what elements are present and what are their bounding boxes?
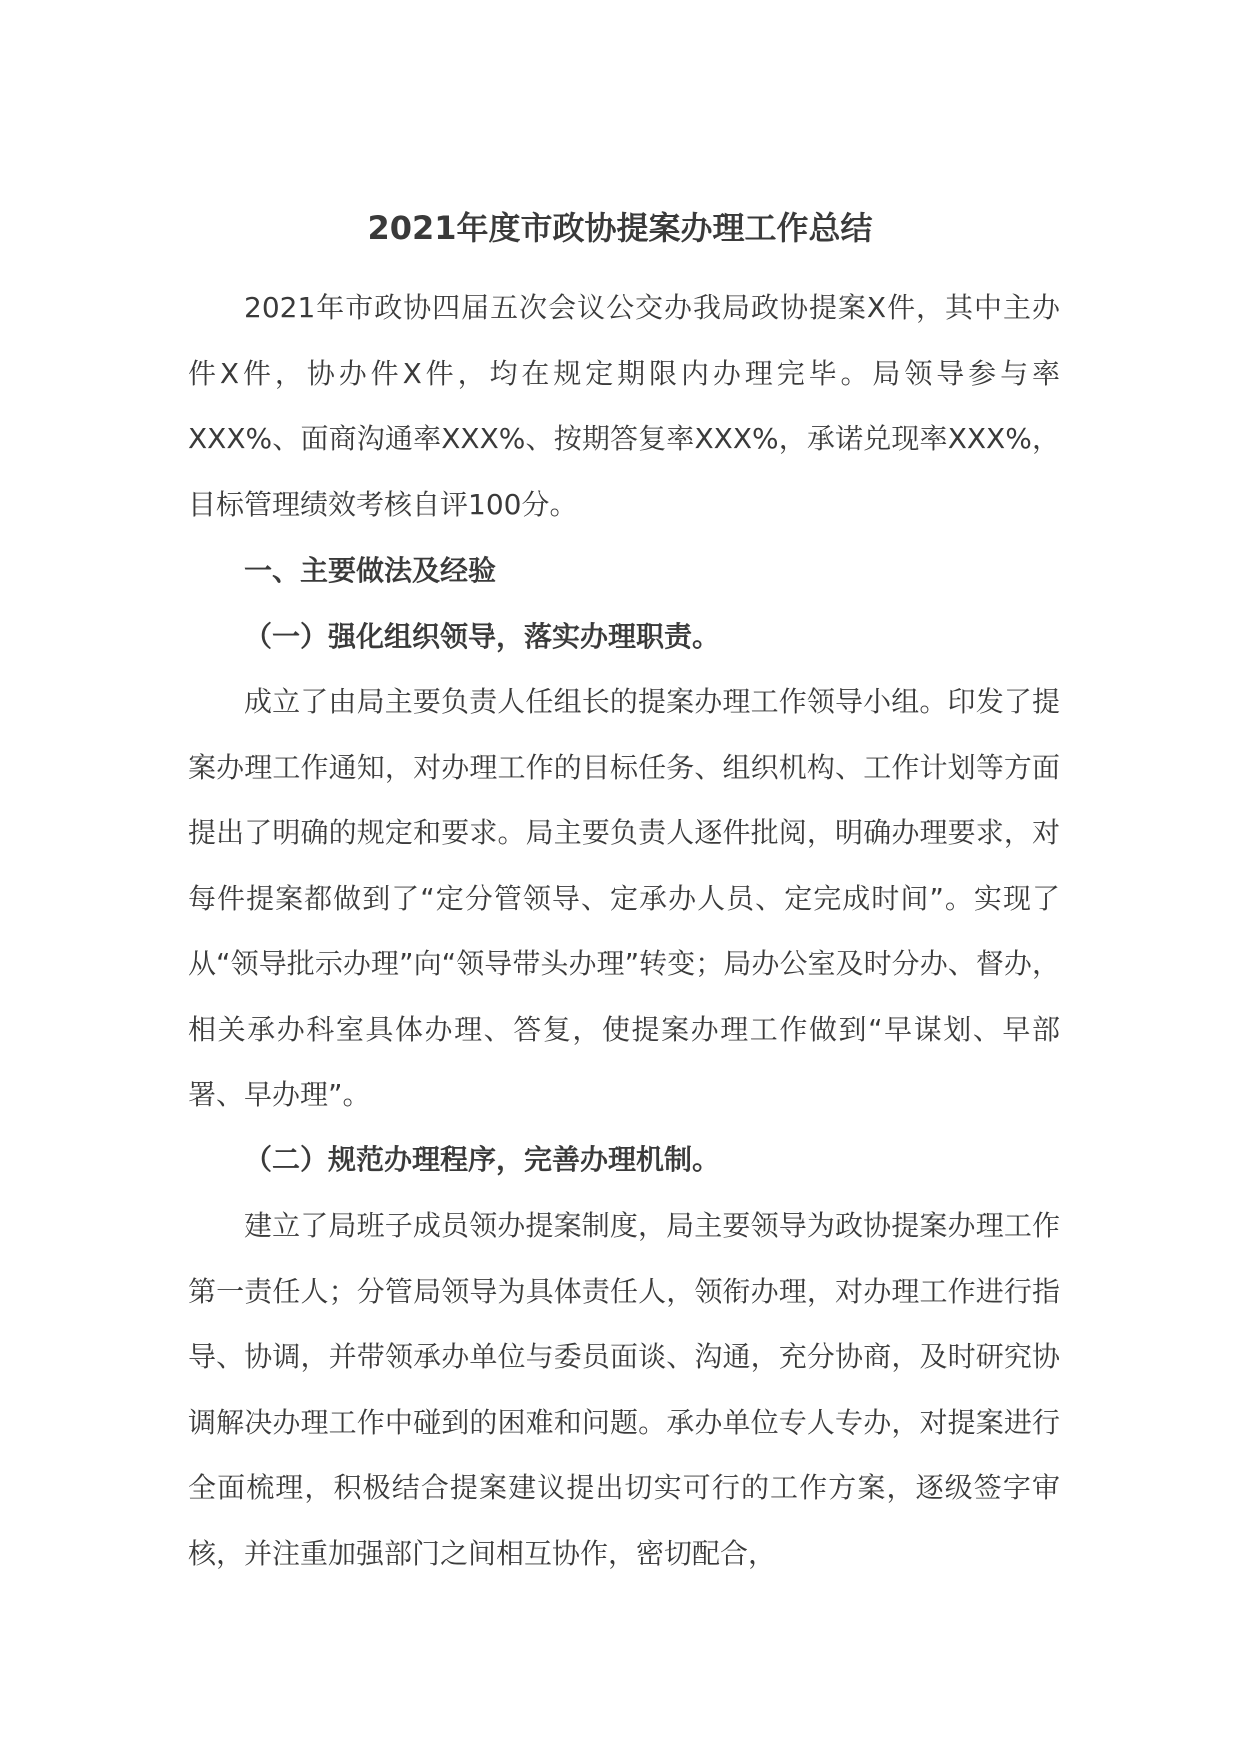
subsection-heading-2: （二）规范办理程序，完善办理机制。 (244, 1143, 721, 1176)
intro-paragraph: 2021年市政协四届五次会议公交办我局政协提案X件，其中主办件X件，协办件X件，均在规定期限内办理完毕。局领导参与率XXX%、面商沟通率XXX%、按期答复率XXX%，承诺兑现率XXX%，目标管理绩效考核自评100分。 (188, 291, 1060, 521)
subsection-1-paragraph: 成立了由局主要负责人任组长的提案办理工作领导小组。印发了提案办理工作通知，对办理工作的目标任务、组织机构、工作计划等方面提出了明确的规定和要求。局主要负责人逐件批阅，明确办理要求，对每件提案都做到了“定分管领导、定承办人员、定完成时间”。实现了从“领导批示办理”向“领导带头办理”转变；局办公室及时分办、督办，相关承办科室具体办理、答复，使提案办理工作做到“早谋划、早部署、早办理”。 (188, 685, 1060, 1111)
subsection-2-paragraph: 建立了局班子成员领办提案制度，局主要领导为政协提案办理工作第一责任人；分管局领导为具体责任人，领衔办理，对办理工作进行指导、协调，并带领承办单位与委员面谈、沟通，充分协商，及时研究协调解决办理工作中碰到的困难和问题。承办单位专人专办，对提案进行全面梳理，积极结合提案建议提出切实可行的工作方案，逐级签字审核，并注重加强部门之间相互协作，密切配合， (188, 1209, 1060, 1570)
section-heading-1: 一、主要做法及经验 (244, 554, 497, 587)
document-title: 2021年度市政协提案办理工作总结 (367, 209, 873, 247)
subsection-heading-1: （一）强化组织领导，落实办理职责。 (244, 620, 721, 653)
